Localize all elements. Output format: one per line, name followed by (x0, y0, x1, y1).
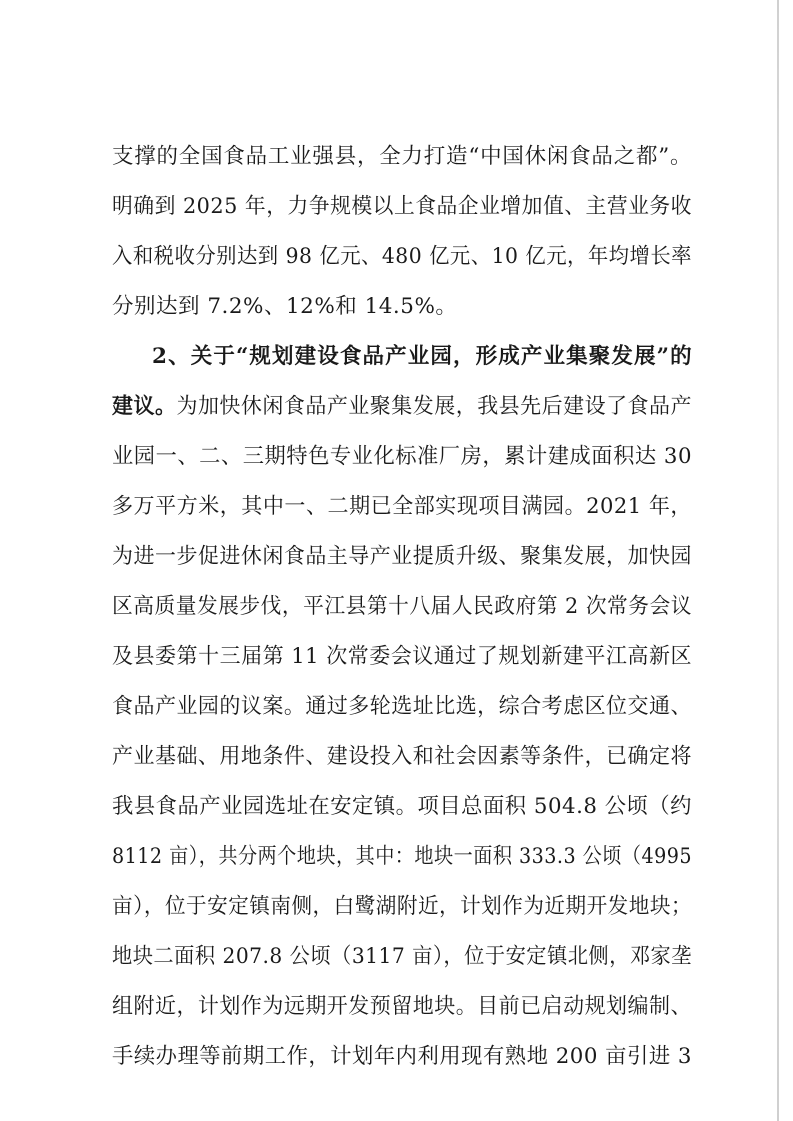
text-line (4, 590, 769, 624)
line-text: 产业基础、用地条件、建设投入和社会因素等条件，已确定将 (112, 744, 692, 769)
text-line (1, 1040, 788, 1074)
text-line (0, 140, 793, 174)
line-text: 8112 亩），共分两个地块，其中：地块一面积 333.3 公顷（4995 (112, 844, 693, 869)
line-text: 地块二面积 207.8 公顷（3117 亩），位于安定镇北侧，邓家垄 (112, 944, 692, 969)
line-text: 区高质量发展步伐，平江县第十八届人民政府第 2 次常务会议 (112, 594, 693, 619)
line-text: 明确到 2025 年，力争规模以上食品企业增加值、主营业务收 (112, 194, 692, 219)
line-text: 为加快休闲食品产业聚集发展，我县先后建设了食品产 (176, 394, 693, 419)
text-line (3, 740, 777, 774)
text-line (3, 990, 777, 1024)
text-line (7, 940, 754, 974)
line-text: 支撑的全国食品工业强县，全力打造“中国休闲食品之都”。 (112, 144, 693, 169)
text-line (6, 240, 757, 274)
line-text: 为进一步促进休闲食品主导产业提质升级、聚集发展，加快园 (112, 544, 692, 569)
text-line (1, 790, 788, 824)
line-text: 食品产业园的议案。通过多轮选址比选，综合考虑区位交通、 (112, 694, 692, 719)
text-line (4, 190, 771, 224)
text-line (1, 440, 786, 474)
text-line (12, 840, 719, 874)
line-text: 手续办理等前期工作，计划年内利用现有熟地 200 亩引进 3 (112, 1044, 692, 1069)
line-text: 入和税收分别达到 98 亿元、480 亿元、10 亿元，年均增长率 (112, 244, 693, 269)
text-line (3, 690, 777, 724)
section-heading-line (0, 340, 793, 374)
text-line (0, 290, 793, 324)
text-line (3, 390, 777, 424)
line-text: 分别达到 7.2%、12%和 14.5%。 (112, 294, 458, 319)
line-text: 组附近，计划作为远期开发预留地块。目前已启动规划编制、 (112, 994, 692, 1019)
text-line (5, 890, 765, 924)
line-text: 及县委第十三届第 11 次常委会议通过了规划新建平江高新区 (112, 644, 692, 669)
section-heading-end: 建议。 (112, 394, 177, 419)
text-line (2, 490, 779, 524)
line-text: 亩），位于安定镇南侧，白鹭湖附近，计划作为近期开发地块； (112, 894, 693, 919)
text-line (2, 640, 778, 674)
line-text: 我县食品产业园选址在安定镇。项目总面积 504.8 公顷（约 (112, 794, 692, 819)
text-line (3, 540, 777, 574)
line-text: 业园一、二、三期特色专业化标准厂房，累计建成面积达 30 (112, 444, 693, 469)
line-text: 多万平方米，其中一、二期已全部实现项目满园。2021 年， (112, 494, 692, 519)
section-heading: 2、关于“规划建设食品产业园，形成产业集聚发展”的 (152, 344, 693, 369)
